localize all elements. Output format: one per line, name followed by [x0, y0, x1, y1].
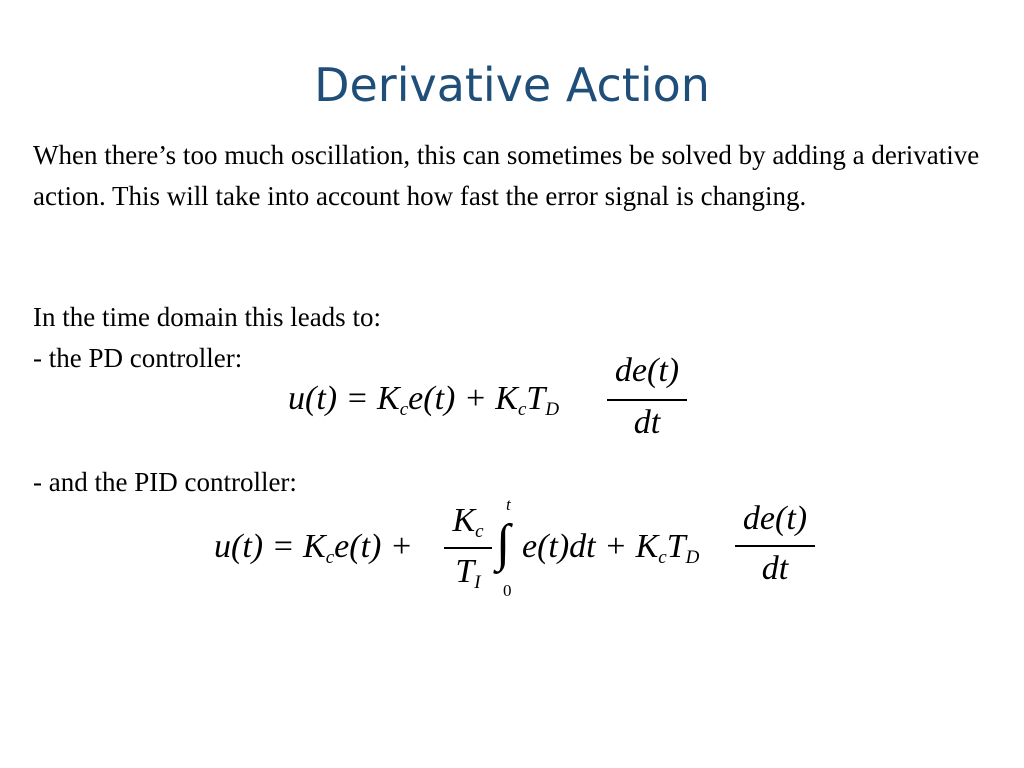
pd-lhs: u(t) = K [288, 380, 400, 417]
pd-mid: e(t) + K [408, 380, 518, 417]
pd-sub-c1: c [399, 399, 409, 420]
integral-lower-limit: 0 [503, 581, 512, 600]
pid-frac-num: de(t) [742, 500, 808, 537]
integral-sign: ∫ [496, 515, 511, 572]
pid-sub-c1: c [325, 547, 335, 568]
pid-frac-t-sub: I [474, 572, 481, 593]
pid-t: T [666, 528, 686, 565]
pid-frac-t: T [455, 553, 475, 590]
pd-label: - the PD controller: [33, 343, 243, 373]
pd-frac-bar [607, 399, 687, 401]
pd-frac-den: dt [633, 404, 661, 441]
pd-sub-c2: c [517, 399, 527, 420]
pid-frac-k: K [452, 502, 476, 539]
slide-title: Derivative Action [314, 58, 710, 112]
pd-sub-d: D [545, 399, 560, 420]
pd-t: T [526, 380, 546, 417]
pid-sub-d: D [685, 547, 700, 568]
pid-deriv-bar [735, 545, 815, 547]
time-domain-line: In the time domain this leads to: [33, 302, 381, 332]
pd-frac-num: de(t) [614, 352, 680, 389]
pid-kc-ti-fraction [444, 502, 492, 594]
pid-derivative-fraction [735, 500, 815, 588]
integral-upper-limit: t [506, 495, 511, 514]
pid-label: - and the PID controller: [33, 467, 297, 497]
pid-integrand: e(t)dt + K [522, 528, 659, 565]
pid-sub-c2: c [658, 547, 667, 568]
intro-paragraph: When there’s too much oscillation, this can sometimes be solved by adding a derivative action. This will take into account how fast the error signal is changing. [33, 140, 980, 211]
pid-kc-ti-bar [444, 547, 492, 549]
pid-mid: e(t) + [334, 528, 413, 565]
pid-frac-den: dt [761, 550, 789, 587]
pid-frac-k-sub: c [475, 521, 484, 542]
pid-lhs: u(t) = K [214, 528, 326, 565]
pd-fraction [607, 352, 687, 442]
